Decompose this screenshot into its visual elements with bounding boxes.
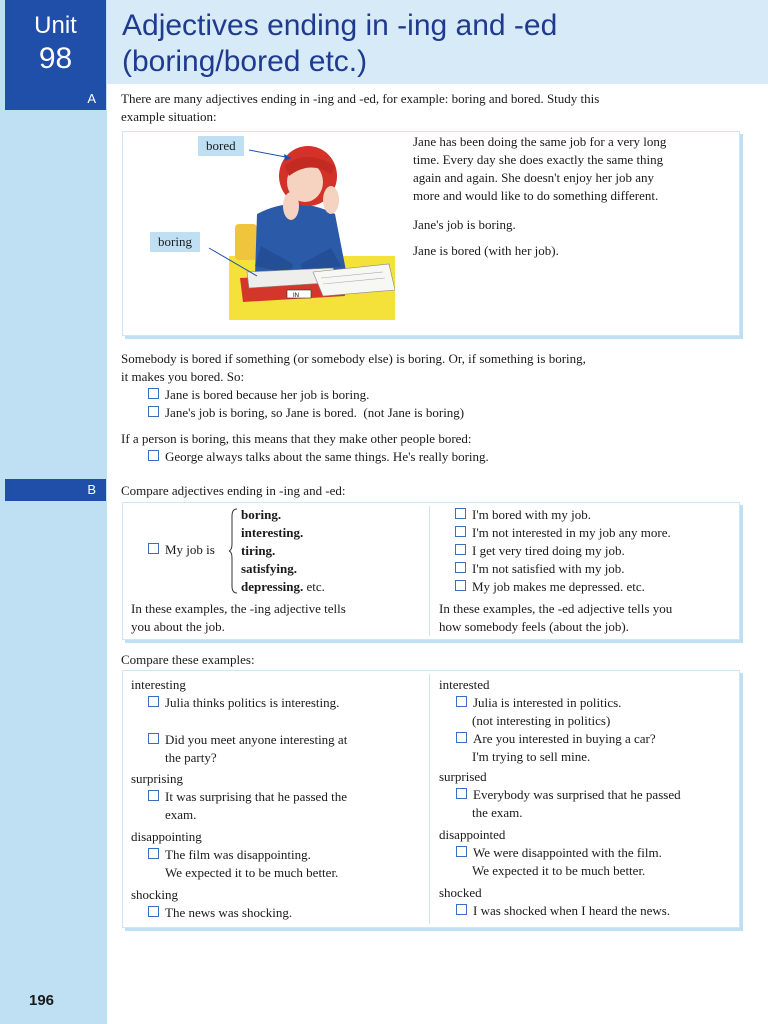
word-heading: surprising — [131, 771, 183, 786]
intro-line-1: There are many adjectives ending in -ing and -ed, for example: boring and bored. Study this — [121, 91, 600, 106]
example-item — [456, 902, 670, 920]
my-job-is — [148, 541, 215, 559]
checkbox-icon — [455, 508, 466, 519]
checkbox-icon — [455, 562, 466, 573]
intro-text — [121, 90, 741, 126]
title-line-2: (boring/bored etc.) — [122, 45, 368, 78]
checkbox-icon — [148, 388, 159, 399]
jane-boring: Jane's job is boring. — [413, 217, 516, 232]
checkbox-icon — [148, 906, 159, 917]
word-heading: interesting — [131, 677, 186, 692]
page-number: 196 — [29, 992, 55, 1009]
section-b-tag — [5, 479, 106, 501]
example-item — [148, 731, 347, 749]
checkbox-icon — [456, 696, 467, 707]
title-line-1: Adjectives ending in -ing and -ed — [122, 9, 558, 42]
word-heading: surprised — [439, 769, 487, 784]
example-text: I'm bored with my job. — [472, 507, 591, 522]
example-continuation: (not interesting in politics) — [472, 713, 611, 728]
example-item — [148, 386, 369, 404]
jane-line: Jane has been doing the same job for a very long — [413, 134, 667, 149]
example-item — [148, 694, 339, 712]
section-a-tag — [5, 88, 106, 110]
example-text: I'm not interested in my job any more. — [472, 525, 671, 540]
ing-word: satisfying. — [241, 561, 297, 576]
panel-divider — [429, 674, 430, 924]
example-text: It was surprising that he passed the — [165, 789, 347, 804]
my-job-is-text: My job is — [165, 542, 215, 557]
checkbox-icon — [456, 846, 467, 857]
jane-line: again and again. She doesn't enjoy her job any — [413, 170, 654, 185]
example-text: My job makes me depressed. etc. — [472, 579, 645, 594]
example-text: The news was shocking. — [165, 905, 293, 920]
checkbox-icon — [148, 848, 159, 859]
example-item — [148, 904, 292, 922]
bored-label: bored — [198, 136, 244, 156]
note-line: how somebody feels (about the job). — [439, 619, 629, 634]
example-continuation: We expected it to be much better. — [165, 865, 339, 880]
ed-note — [439, 600, 672, 636]
page-title — [122, 8, 557, 80]
checkbox-icon — [456, 732, 467, 743]
example-text: I get very tired doing my job. — [472, 543, 625, 558]
example-item — [148, 448, 489, 466]
ing-word: interesting. — [241, 525, 304, 540]
example-continuation: the exam. — [472, 805, 523, 820]
example-item — [456, 730, 656, 748]
ed-examples — [455, 506, 671, 596]
example-text: Everybody was surprised that he passed — [473, 787, 681, 802]
example-item — [148, 788, 347, 806]
jane-paragraph — [413, 133, 733, 205]
word-heading: shocked — [439, 885, 482, 900]
explain-line-2: it makes you bored. So: — [121, 369, 245, 384]
note-line: In these examples, the -ing adjective tells — [131, 601, 346, 616]
checkbox-icon — [148, 733, 159, 744]
checkbox-icon — [148, 406, 159, 417]
section-a-letter: A — [87, 91, 96, 106]
left-sidebar — [0, 0, 107, 1024]
example-item — [455, 524, 671, 542]
example-item — [455, 542, 671, 560]
etc-text: etc. — [306, 579, 325, 594]
note-line: you about the job. — [131, 619, 225, 634]
example-item — [455, 560, 671, 578]
word-heading: disappointed — [439, 827, 506, 842]
example-continuation: I'm trying to sell mine. — [472, 749, 591, 764]
ing-word: boring. — [241, 507, 282, 522]
example-text: Are you interested in buying a car? — [473, 731, 656, 746]
example-text: Julia is interested in politics. — [473, 695, 622, 710]
example-continuation: We expected it to be much better. — [472, 863, 646, 878]
example-item — [148, 846, 311, 864]
checkbox-icon — [148, 450, 159, 461]
example-item — [456, 694, 621, 712]
word-heading: interested — [439, 677, 490, 692]
illustration — [145, 136, 405, 326]
ing-word: depressing. — [241, 579, 304, 594]
unit-label: Unit — [34, 12, 77, 39]
checkbox-icon — [455, 526, 466, 537]
example-item — [455, 578, 671, 596]
bored-woman-illustration — [145, 136, 405, 326]
example-text: George always talks about the same things. He's really boring. — [165, 449, 489, 464]
compare-examples-heading: Compare these examples: — [121, 652, 255, 667]
explain-line-1: Somebody is bored if something (or somebody else) is boring. Or, if something is boring, — [121, 351, 586, 366]
intro-line-2: example situation: — [121, 109, 217, 124]
section-b-intro: Compare adjectives ending in -ing and -ed: — [121, 483, 346, 498]
checkbox-icon — [455, 580, 466, 591]
word-heading: shocking — [131, 887, 178, 902]
example-continuation: exam. — [165, 807, 197, 822]
example-text: We were disappointed with the film. — [473, 845, 662, 860]
jane-line: more and would like to do something different. — [413, 188, 659, 203]
example-text: Jane's job is boring, so Jane is bored. — [165, 405, 357, 420]
example-continuation: the party? — [165, 750, 217, 765]
checkbox-icon — [148, 696, 159, 707]
checkbox-icon — [456, 904, 467, 915]
example-item — [456, 844, 662, 862]
example-text: Julia thinks politics is interesting. — [165, 695, 340, 710]
unit-badge — [5, 0, 106, 88]
unit-number: 98 — [38, 42, 73, 75]
word-heading: disappointing — [131, 829, 202, 844]
ing-note — [131, 600, 346, 636]
ing-word: tiring. — [241, 543, 276, 558]
brace-icon — [229, 508, 239, 594]
explain-text — [121, 350, 741, 386]
checkbox-icon — [456, 788, 467, 799]
example-item — [455, 506, 671, 524]
example-text: I'm not satisfied with my job. — [472, 561, 625, 576]
ing-word-list — [241, 506, 325, 596]
explain-line-3: If a person is boring, this means that they make other people bored: — [121, 431, 472, 446]
example-note: (not Jane is boring) — [363, 405, 465, 420]
panel-divider — [429, 506, 430, 636]
checkbox-icon — [148, 543, 159, 554]
example-text: Jane is bored because her job is boring. — [165, 387, 370, 402]
jane-bored: Jane is bored (with her job). — [413, 243, 559, 258]
example-item — [456, 786, 681, 804]
checkbox-icon — [455, 544, 466, 555]
tray-label: IN — [293, 293, 299, 299]
note-line: In these examples, the -ed adjective tells you — [439, 601, 673, 616]
example-text: I was shocked when I heard the news. — [473, 903, 671, 918]
example-item — [148, 404, 464, 422]
example-text: Did you meet anyone interesting at — [165, 732, 348, 747]
section-b-letter: B — [87, 482, 96, 497]
checkbox-icon — [148, 790, 159, 801]
example-text: The film was disappointing. — [165, 847, 311, 862]
boring-label: boring — [150, 232, 200, 252]
jane-line: time. Every day she does exactly the same thing — [413, 152, 664, 167]
